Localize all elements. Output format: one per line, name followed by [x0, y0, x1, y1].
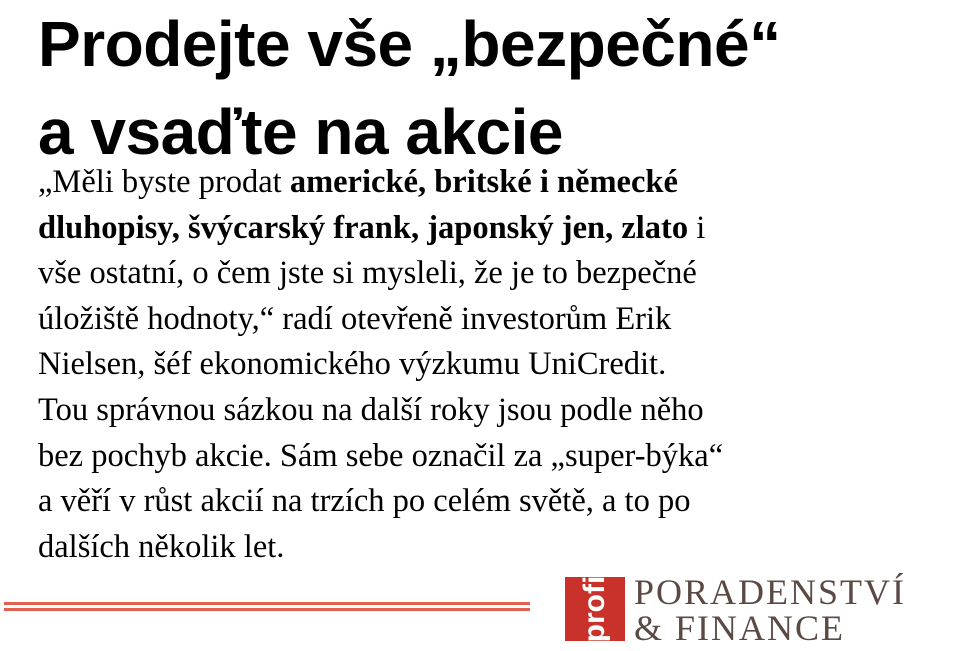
- body-line: [38, 160, 938, 206]
- body-line: [38, 251, 938, 297]
- headline: [38, 0, 938, 176]
- emphasized-text: dluhopisy, švýcarský frank, japonský jen, zlato: [38, 209, 689, 246]
- body-text-segment: „Měli byste prodat: [38, 164, 290, 200]
- logo-line-2: & FINANCE: [634, 608, 846, 648]
- body-line: [38, 297, 938, 343]
- body-text-segment: i: [688, 209, 706, 246]
- logo-line-1: PORADENSTVÍ: [634, 572, 907, 612]
- headline-line-2: a vsaďte na akcie: [38, 96, 563, 168]
- headline-line-1: Prodejte vše „bezpečné“: [38, 8, 781, 80]
- body-text-segment: bez pochyb akcie. Sám sebe označil za „super-býka“: [38, 437, 724, 474]
- profi-logo-mark: [565, 577, 625, 641]
- body-line: [38, 525, 938, 571]
- body-text-segment: úložiště hodnoty,“ radí otevřeně investorům Erik: [38, 300, 672, 337]
- body-line: [38, 342, 938, 388]
- article-body: [38, 160, 938, 570]
- decorative-rule-bottom: [4, 608, 530, 611]
- body-text-segment: vše ostatní, o čem jste si mysleli, že je to bezpečné: [38, 255, 697, 292]
- body-line: [38, 206, 938, 252]
- body-line: [38, 434, 938, 480]
- body-text-segment: Nielsen, šéf ekonomického výzkumu UniCredit.: [38, 346, 667, 383]
- body-text-segment: a věří v růst akcií na trzích po celém světě, a to po: [38, 483, 691, 520]
- body-line: [38, 479, 938, 525]
- body-text-segment: Tou správnou sázkou na další roky jsou podle něho: [38, 391, 704, 428]
- decorative-rule-top: [4, 602, 530, 605]
- emphasized-text: americké, britské i německé: [289, 164, 678, 200]
- logo-mark-text: profi: [578, 575, 611, 643]
- body-line: [38, 388, 938, 434]
- publisher-logo: [634, 574, 906, 646]
- body-text-segment: dalších několik let.: [38, 528, 285, 565]
